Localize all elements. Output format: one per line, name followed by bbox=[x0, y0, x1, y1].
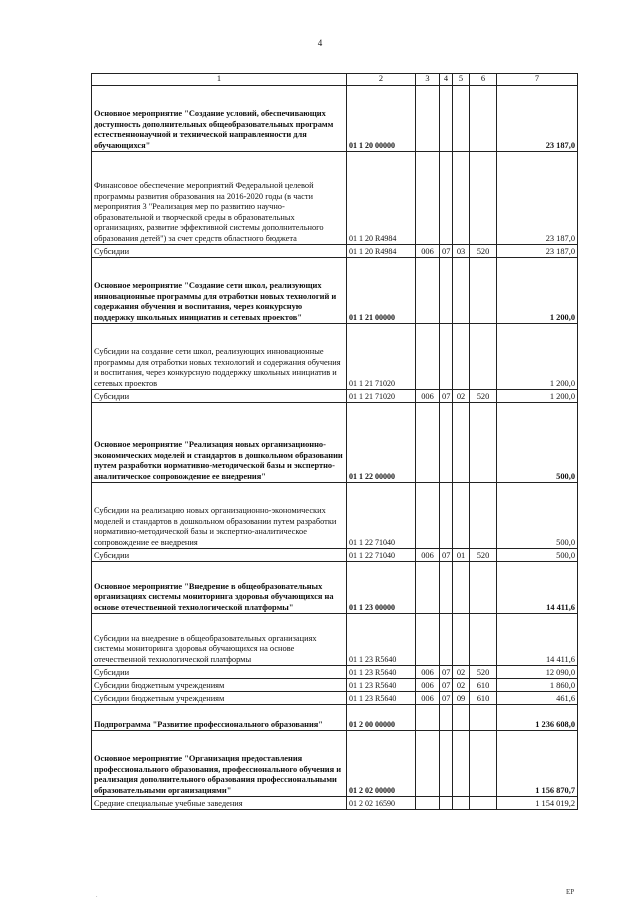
scan-dot: . bbox=[96, 893, 98, 899]
row-ministry-cell bbox=[416, 152, 440, 245]
row-code-cell: 01 1 20 00000 bbox=[347, 86, 416, 152]
row-type-cell: 610 bbox=[470, 692, 497, 705]
table-row bbox=[92, 666, 578, 679]
footer-mark: ЕР bbox=[566, 888, 575, 896]
row-subsection-cell bbox=[453, 483, 470, 549]
row-section-cell: 07 bbox=[440, 245, 453, 258]
row-sum-cell: 500,0 bbox=[497, 549, 578, 562]
row-type-cell bbox=[470, 562, 497, 614]
row-type-cell: 610 bbox=[470, 679, 497, 692]
row-sum-cell: 1 200,0 bbox=[497, 324, 578, 390]
row-section-cell bbox=[440, 483, 453, 549]
row-section-cell: 07 bbox=[440, 679, 453, 692]
row-sum-cell: 14 411,6 bbox=[497, 614, 578, 666]
row-ministry-cell: 006 bbox=[416, 245, 440, 258]
row-name-cell: Субсидии bbox=[92, 390, 347, 403]
row-code-cell: 01 1 21 71020 bbox=[347, 390, 416, 403]
row-code-cell: 01 1 23 R5640 bbox=[347, 614, 416, 666]
row-sum-cell: 1 156 870,7 bbox=[497, 731, 578, 797]
row-sum-cell: 12 090,0 bbox=[497, 666, 578, 679]
table-row bbox=[92, 152, 578, 245]
row-name-cell: Подпрограмма "Развитие профессионального образования" bbox=[92, 705, 347, 731]
row-name-cell: Финансовое обеспечение мероприятий Федеральной целевой программы развития образования на 2016-2020 годы (в части мероприятия 3 "Реализация мер по развитию научно-образовательной и творческой среды в образовательных организациях, развитие эффективной системы дополнительного образования детей") за счет средств областного бюджета bbox=[92, 152, 347, 245]
row-section-cell: 07 bbox=[440, 666, 453, 679]
header-row bbox=[92, 74, 578, 86]
row-subsection-cell: 01 bbox=[453, 549, 470, 562]
row-subsection-cell: 02 bbox=[453, 666, 470, 679]
section-row bbox=[92, 731, 578, 797]
section-row bbox=[92, 258, 578, 324]
row-name-cell: Субсидии на внедрение в общеобразовательных организациях системы мониторинга здоровья обучающихся на основе отечественной технологической платформы bbox=[92, 614, 347, 666]
table-row bbox=[92, 797, 578, 810]
row-name-cell: Основное мероприятие "Реализация новых организационно-экономических моделей и стандартов в дошкольном образовании путем разработки нормативно-методической базы и экспертно-аналитическое сопровождение ее внедрения" bbox=[92, 403, 347, 483]
row-code-cell: 01 1 23 R5640 bbox=[347, 692, 416, 705]
row-subsection-cell bbox=[453, 152, 470, 245]
table-row bbox=[92, 483, 578, 549]
row-subsection-cell: 02 bbox=[453, 390, 470, 403]
row-code-cell: 01 2 02 16590 bbox=[347, 797, 416, 810]
row-type-cell: 520 bbox=[470, 390, 497, 403]
row-name-cell: Субсидии бюджетным учреждениям bbox=[92, 679, 347, 692]
row-name-cell: Основное мероприятие "Внедрение в общеобразовательных организациях системы мониторинга здоровья обучающихся на основе отечественной технологической платформы" bbox=[92, 562, 347, 614]
header-cell: 2 bbox=[347, 74, 416, 86]
row-name-cell: Субсидии на создание сети школ, реализующих инновационные программы для отработки новых технологий и содержания обучения и воспитания, через конкурсную поддержку школьных инициатив и сетевых проектов bbox=[92, 324, 347, 390]
row-subsection-cell bbox=[453, 403, 470, 483]
row-ministry-cell bbox=[416, 614, 440, 666]
row-subsection-cell bbox=[453, 86, 470, 152]
row-sum-cell: 1 200,0 bbox=[497, 390, 578, 403]
row-code-cell: 01 2 00 00000 bbox=[347, 705, 416, 731]
row-subsection-cell bbox=[453, 614, 470, 666]
row-section-cell bbox=[440, 614, 453, 666]
row-subsection-cell bbox=[453, 731, 470, 797]
row-type-cell bbox=[470, 483, 497, 549]
row-sum-cell: 23 187,0 bbox=[497, 245, 578, 258]
row-subsection-cell: 09 bbox=[453, 692, 470, 705]
row-ministry-cell bbox=[416, 705, 440, 731]
row-code-cell: 01 1 22 00000 bbox=[347, 403, 416, 483]
row-name-cell: Субсидии бюджетным учреждениям bbox=[92, 692, 347, 705]
row-code-cell: 01 1 20 R4984 bbox=[347, 245, 416, 258]
row-type-cell bbox=[470, 731, 497, 797]
table-row bbox=[92, 614, 578, 666]
header-cell: 5 bbox=[453, 74, 470, 86]
row-code-cell: 01 1 21 00000 bbox=[347, 258, 416, 324]
row-ministry-cell bbox=[416, 731, 440, 797]
row-code-cell: 01 2 02 00000 bbox=[347, 731, 416, 797]
section-row bbox=[92, 86, 578, 152]
row-name-cell: Основное мероприятие "Создание условий, обеспечивающих доступность дополнительных общеобразовательных программ естественнонаучной и технической направленности для обучающихся" bbox=[92, 86, 347, 152]
row-ministry-cell: 006 bbox=[416, 390, 440, 403]
row-code-cell: 01 1 20 R4984 bbox=[347, 152, 416, 245]
row-name-cell: Субсидии на реализацию новых организационно-экономических моделей и стандартов в дошкольном образовании путем разработки нормативно-методической базы и экспертно-аналитическое сопровождение ее внедрения bbox=[92, 483, 347, 549]
row-ministry-cell: 006 bbox=[416, 692, 440, 705]
row-code-cell: 01 1 23 R5640 bbox=[347, 666, 416, 679]
row-sum-cell: 1 200,0 bbox=[497, 258, 578, 324]
row-ministry-cell: 006 bbox=[416, 549, 440, 562]
row-ministry-cell: 006 bbox=[416, 679, 440, 692]
row-subsection-cell bbox=[453, 797, 470, 810]
row-name-cell: Средние специальные учебные заведения bbox=[92, 797, 347, 810]
row-type-cell bbox=[470, 258, 497, 324]
row-type-cell: 520 bbox=[470, 549, 497, 562]
row-type-cell bbox=[470, 797, 497, 810]
row-section-cell: 07 bbox=[440, 549, 453, 562]
row-sum-cell: 461,6 bbox=[497, 692, 578, 705]
row-code-cell: 01 1 21 71020 bbox=[347, 324, 416, 390]
row-name-cell: Субсидии bbox=[92, 245, 347, 258]
table-row bbox=[92, 692, 578, 705]
row-type-cell bbox=[470, 403, 497, 483]
row-subsection-cell bbox=[453, 324, 470, 390]
row-ministry-cell: 006 bbox=[416, 666, 440, 679]
row-name-cell: Субсидии bbox=[92, 666, 347, 679]
section-row bbox=[92, 403, 578, 483]
row-type-cell: 520 bbox=[470, 666, 497, 679]
row-name-cell: Основное мероприятие "Создание сети школ, реализующих инновационные программы для отработки новых технологий и содержания обучения и воспитания, через конкурсную поддержку школьных инициатив и сетевых проектов" bbox=[92, 258, 347, 324]
row-section-cell bbox=[440, 562, 453, 614]
row-subsection-cell: 02 bbox=[453, 679, 470, 692]
row-code-cell: 01 1 23 R5640 bbox=[347, 679, 416, 692]
row-section-cell bbox=[440, 324, 453, 390]
row-section-cell: 07 bbox=[440, 390, 453, 403]
row-type-cell bbox=[470, 152, 497, 245]
row-subsection-cell bbox=[453, 562, 470, 614]
table-row bbox=[92, 679, 578, 692]
row-type-cell bbox=[470, 324, 497, 390]
row-sum-cell: 23 187,0 bbox=[497, 86, 578, 152]
row-type-cell bbox=[470, 705, 497, 731]
row-name-cell: Основное мероприятие "Организация предоставления профессионального образования, профессионального обучения и реализация дополнительного образования профессиональными образовательными организациями" bbox=[92, 731, 347, 797]
row-ministry-cell bbox=[416, 797, 440, 810]
page-number: 4 bbox=[317, 38, 323, 48]
header-cell: 4 bbox=[440, 74, 453, 86]
table-row bbox=[92, 324, 578, 390]
header-cell: 3 bbox=[416, 74, 440, 86]
row-section-cell bbox=[440, 86, 453, 152]
row-code-cell: 01 1 22 71040 bbox=[347, 483, 416, 549]
header-cell: 6 bbox=[470, 74, 497, 86]
row-code-cell: 01 1 22 71040 bbox=[347, 549, 416, 562]
row-type-cell bbox=[470, 86, 497, 152]
row-section-cell bbox=[440, 403, 453, 483]
section-row bbox=[92, 562, 578, 614]
row-ministry-cell bbox=[416, 258, 440, 324]
row-sum-cell: 500,0 bbox=[497, 483, 578, 549]
row-type-cell bbox=[470, 614, 497, 666]
row-section-cell bbox=[440, 797, 453, 810]
budget-table bbox=[91, 73, 578, 810]
row-ministry-cell bbox=[416, 86, 440, 152]
row-section-cell bbox=[440, 731, 453, 797]
row-ministry-cell bbox=[416, 562, 440, 614]
table-row bbox=[92, 549, 578, 562]
row-ministry-cell bbox=[416, 324, 440, 390]
table-row bbox=[92, 390, 578, 403]
table-row bbox=[92, 245, 578, 258]
row-sum-cell: 500,0 bbox=[497, 403, 578, 483]
row-sum-cell: 1 860,0 bbox=[497, 679, 578, 692]
row-type-cell: 520 bbox=[470, 245, 497, 258]
row-sum-cell: 23 187,0 bbox=[497, 152, 578, 245]
row-name-cell: Субсидии bbox=[92, 549, 347, 562]
row-sum-cell: 14 411,6 bbox=[497, 562, 578, 614]
row-section-cell bbox=[440, 705, 453, 731]
row-section-cell bbox=[440, 152, 453, 245]
section-row bbox=[92, 705, 578, 731]
row-sum-cell: 1 154 019,2 bbox=[497, 797, 578, 810]
row-section-cell bbox=[440, 258, 453, 324]
row-ministry-cell bbox=[416, 403, 440, 483]
row-subsection-cell: 03 bbox=[453, 245, 470, 258]
header-cell: 1 bbox=[92, 74, 347, 86]
row-subsection-cell bbox=[453, 705, 470, 731]
header-cell: 7 bbox=[497, 74, 578, 86]
row-ministry-cell bbox=[416, 483, 440, 549]
row-subsection-cell bbox=[453, 258, 470, 324]
row-section-cell: 07 bbox=[440, 692, 453, 705]
row-sum-cell: 1 236 608,0 bbox=[497, 705, 578, 731]
row-code-cell: 01 1 23 00000 bbox=[347, 562, 416, 614]
